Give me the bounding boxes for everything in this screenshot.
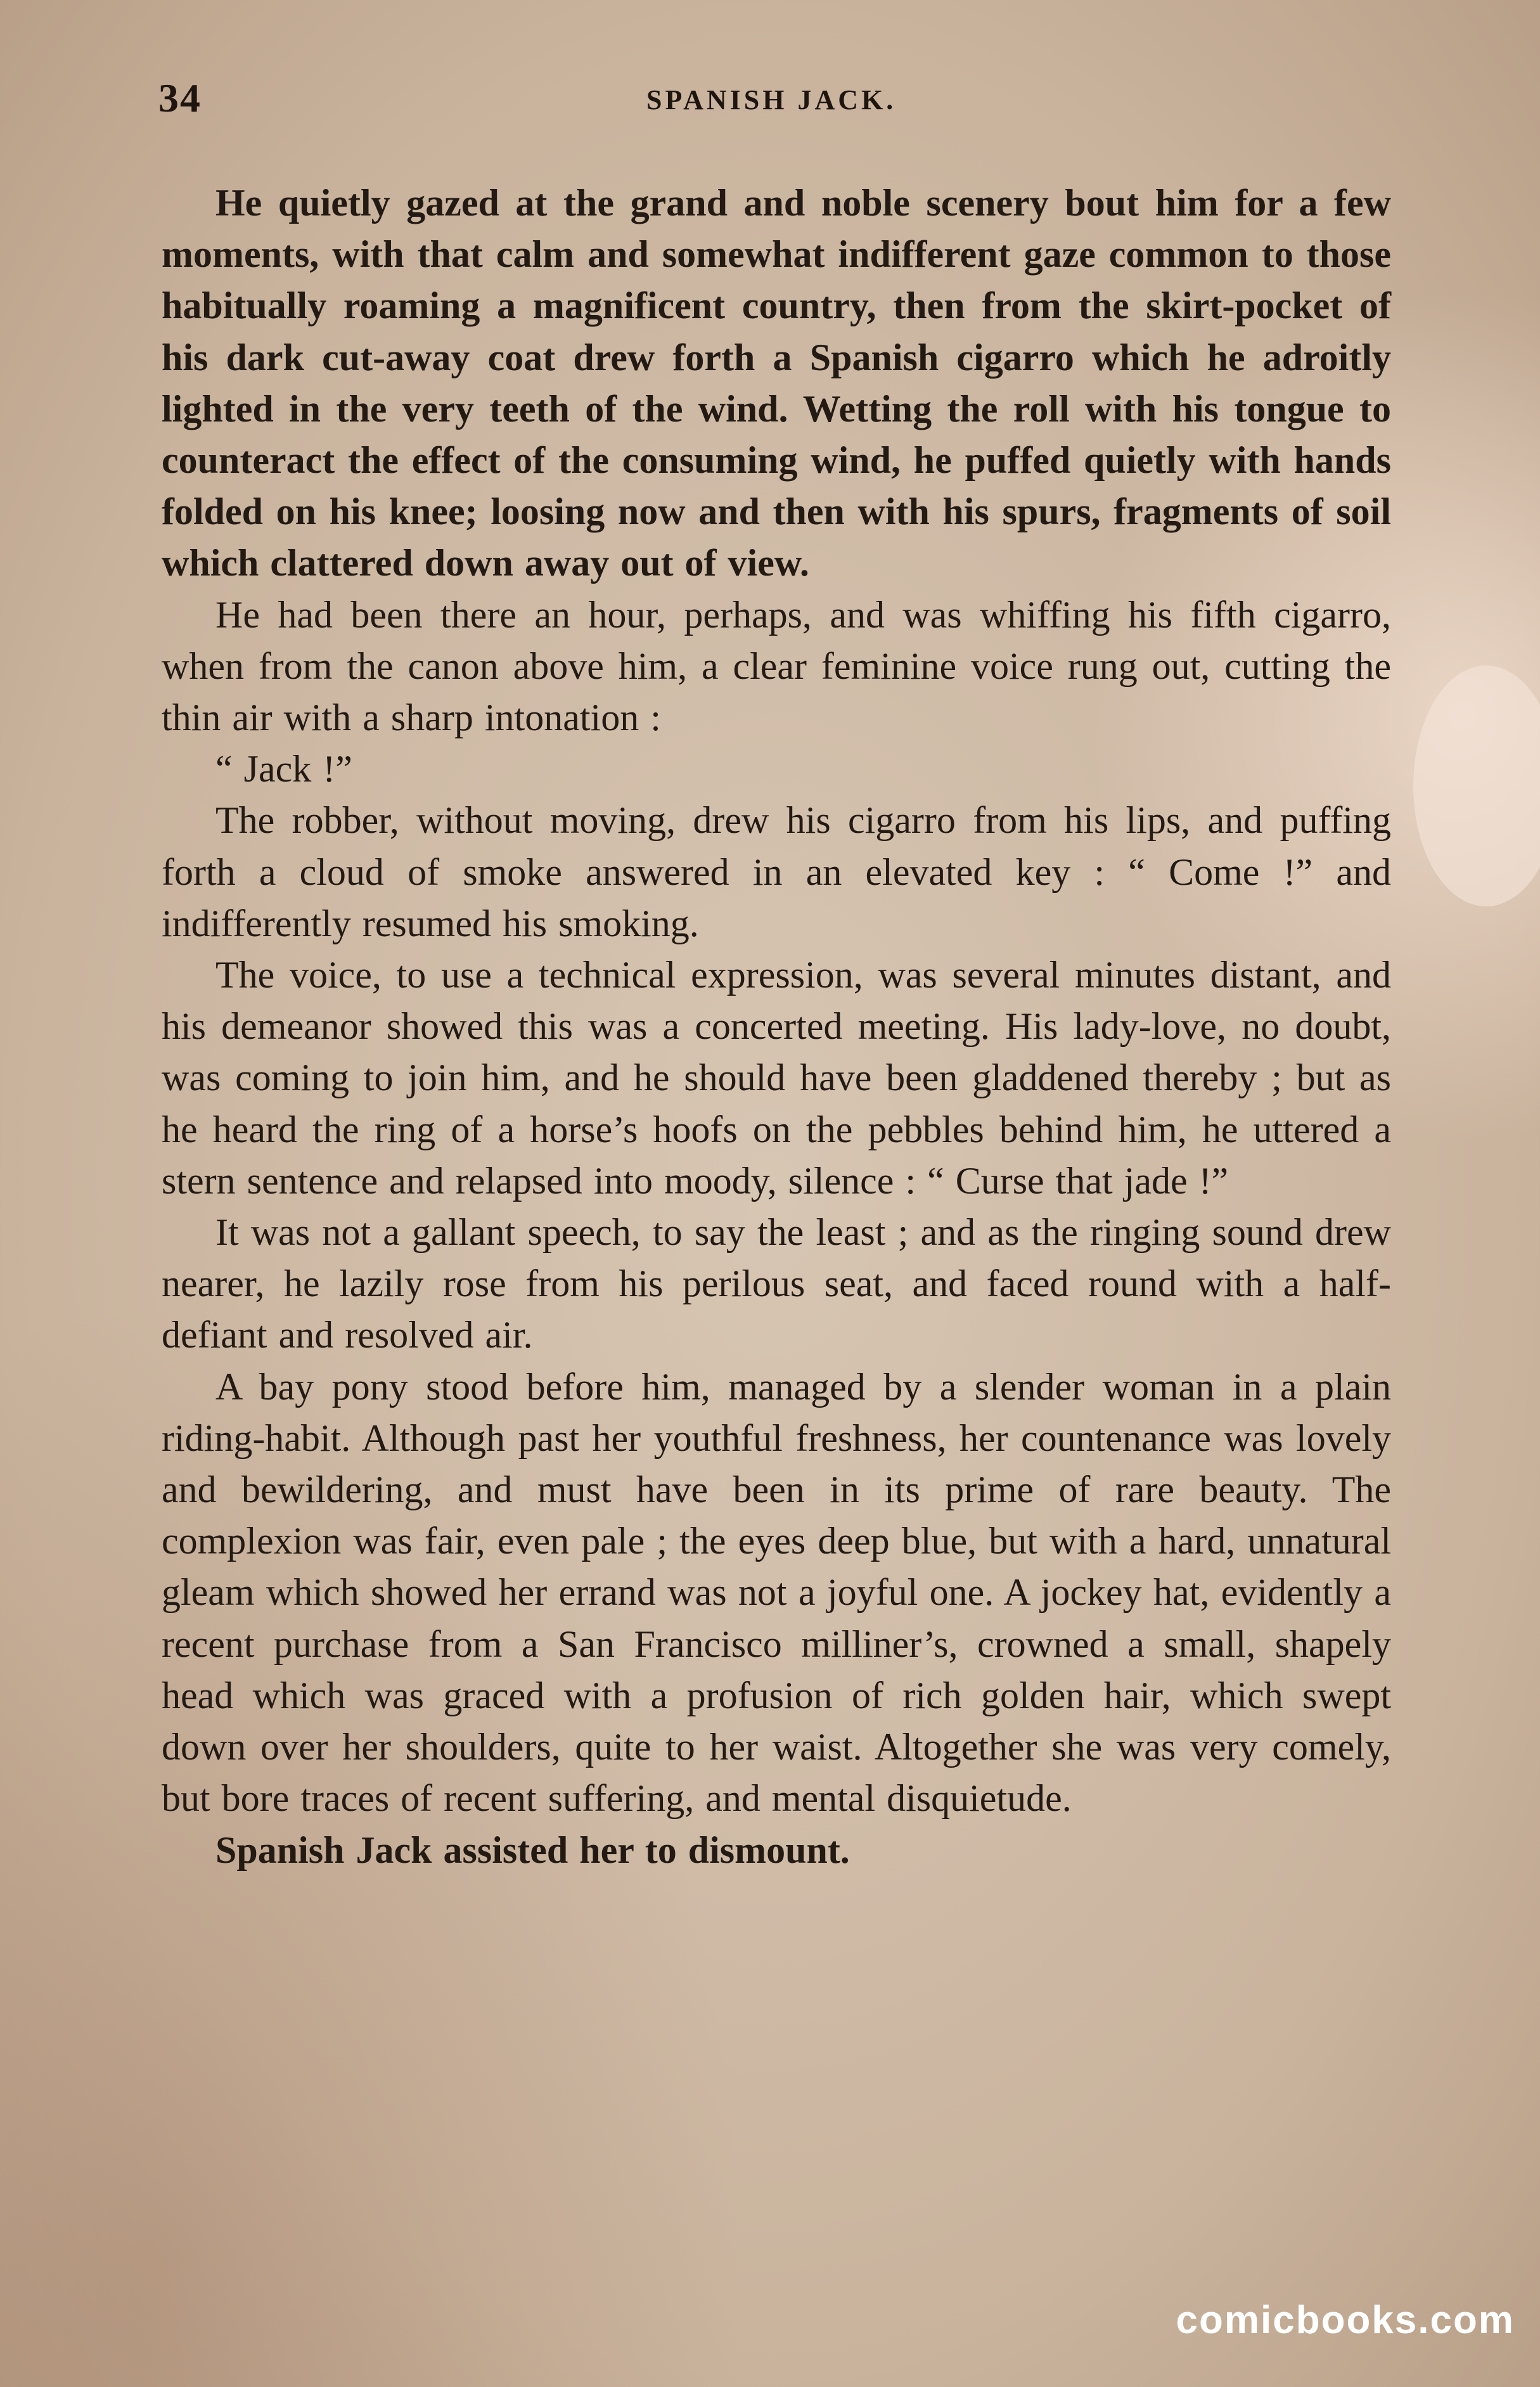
- paragraph: “ Jack !”: [215, 748, 352, 790]
- paper-stain: [1413, 666, 1540, 906]
- paragraph: He quietly gazed at the grand and noble scenery bout him for a few moments, with that calm and somewhat indifferent gaze common to those habitually roaming a magnificent country, then from the skirt-pocket of his dark cut-away coat drew forth a Spanish cigarro which he adroitly lighted in the very teeth of the wind. Wetting the roll with his tongue to counteract the effect of the consuming wind, he puffed quietly with hands folded on his knee; loosing now and then with his spurs, fragments of soil which clattered down away out of view.: [162, 182, 1391, 584]
- paragraph: A bay pony stood before him, managed by a slender woman in a plain riding-habit. Although past her youthful freshness, her countenance was lovely and bewildering, and must have been in its prime of rare beauty. The complexion was fair, even pale ; the eyes deep blue, but with a hard, unnatural gleam which showed her errand was not a joyful one. A jockey hat, evidently a recent purchase from a San Francisco milliner’s, crowned a small, shapely head which was graced with a profusion of rich golden hair, which swept down over her shoulders, quite to her waist. Altogether she was very comely, but bore traces of recent suffering, and mental disquietude.: [162, 1365, 1391, 1820]
- body-text: [162, 177, 1391, 1876]
- paragraph: The robber, without moving, drew his cigarro from his lips, and puffing forth a cloud of smoke answered in an elevated key : “ Come !” and indifferently resumed his smoking.: [162, 799, 1391, 944]
- paragraph: The voice, to use a technical expression, was several minutes distant, and his demeanor showed this was a concerted meeting. His lady-love, no doubt, was coming to join him, and he should have been gladdened thereby ; but as he heard the ring of a horse’s hoofs on the pebbles behind him, he uttered a stern sentence and relapsed into moody, silence : “ Curse that jade !”: [162, 954, 1391, 1202]
- page-number: 34: [158, 75, 202, 120]
- paragraph: Spanish Jack assisted her to dismount.: [215, 1829, 850, 1871]
- paragraph: It was not a gallant speech, to say the least ; and as the ringing sound drew nearer, he lazily rose from his perilous seat, and faced round with a half-defiant and resolved air.: [162, 1211, 1391, 1356]
- paragraph: He had been there an hour, perhaps, and was whiffing his fifth cigarro, when from the canon above him, a clear feminine voice rung out, cutting the thin air with a sharp intonation :: [162, 593, 1391, 739]
- page-header: [158, 75, 1382, 132]
- watermark: comicbooks.com: [1176, 2298, 1515, 2342]
- running-head: SPANISH JACK.: [646, 84, 897, 115]
